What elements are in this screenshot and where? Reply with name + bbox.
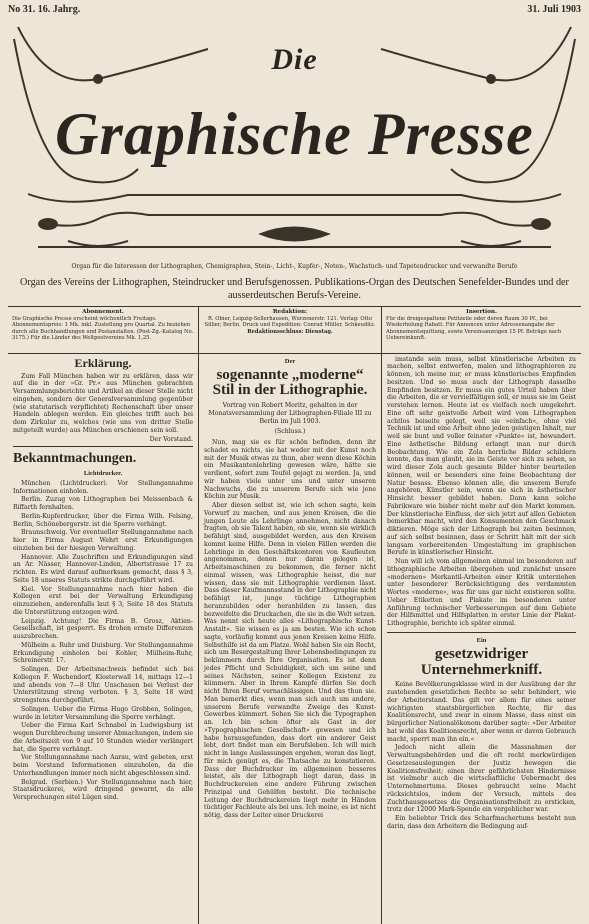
article-paragraph: Aber diesen selbst ist, wie ich schon sagte, kein Vorwurf zu machen, und aus jenen Kreisen, die die jungen Leute als Lehrlinge annehmen, nicht danach fragten, ob sie Talent haben, ob sie, wenn sie wirklich befähigt sind, ausgebildet werden, aus den Kreisen kommt keine Hilfe. Denn in vielen Fällen werden die Lehrlinge in den Geschäftskontoren von Kaufleuten angenommen, denen nur daran gelegen ist, Arbeitsmaschinen zu bekommen, die ferner nicht einmal wissen, was Lithographie heisst, die nur wissen, dass sie mit Lithographie verdienen lässt. Dass dieser Kaufmannsstand in der Lithographie nicht befähigt ist, junge tüchtige Lithographen heranzubilden oder heranbilden zu lassen, das bezweifelte die Druckachen, die sie in die Welt setzen. Was nennt sich heute alles »Lithographische Kunst-Anstalt«. Sie wissen es ja am besten. Wie ich schon sagte, vorläufig kommt aus jenen Kreisen keine Hilfe. Selbsthilfe ist da am Platze. Wohl haben Sie ein Recht, sich um Besergestaltung Ihrer Lebensbedingungen zu bekümmern durch Ihre Organisation. Es ist denn jedes Pflicht und Schuldigkeit, sich um seine und seines Nächsten, seiner Kollegen Existenz zu kümmern. Aber in Ihrem Kampfe dürfen Sie doch nicht Ihren Beruf vernachlässigen. Und das thun sie. Man bemerkt dies, wenn man sich auch um andere, unserem Berufe verwandte Zweige des Kunst-Gewerbes kümmert. Sehen Sie sich die Typographen an. Ich bin schon öfter als Gast in der »Typographischen Gesellschaft« gewesen und ich habe herausgefunden, dass dort ein anderer Geist lebt, dort findet man ein Berufsleben. Ich will mich nicht in lange Auslassungen ergehen, woran das liegt, für mich genügt es, die Thatsache zu konstatieren. Dass der Buchdrucker im allgemeinen besseres leistet, als der Lithograph liegt daran, dass in Buchdruckereien eine andere Führung zwischen Prinzipal und Gehülfen besteht. Die technische Leitung der Buchdruckereien liegt mehr in Händen tüchtiger Fachleute als bei uns. Ich meine, es ist nicht nötig, dass der Leiter einer Druckerei [204,502,376,820]
article-paragraph: imstande sein muss, selbst künstlerische Arbeiten zu machen, selbst entwerfen, malen und lithographieren zu können, ich meine nur, er muss künstlerisches Empfinden besitzen. Und so muss auch der Lithograph dasselbe Empfinden besitzen. Er muss ein gutes Urteil haben über die Arbeiten, die er vervielfältigen soll, er muss sie im Geist verstehen lernen. Heute ist es vielfach noch umgekehrt. Eine oft sehr geistvolle Arbeit wird vom Lithographen achtlos beiseite gelegt, weil sie »einfach«, ohne viel Technik ist und eine Arbeit ohne jeden geistigen Inhalt, nur weil sie bunt und voller feinster »Punkte« ist, bewundert. Eine ästhetische Bildung erlangt man nur durch Beobachtung. Wie ein Zola herrliche Bilder schildern konnte, das man glaubt, sie im Geiste vor sich zu sehen, so wird dieser Zola auch gesamte Bilder hinter beurteilen können, weil er besonders eine feine Beobachtung der Natur besass. Ebenso können alle, die unserem Berufe angehören, Künstler sein, wenn sie sich in ästhetischer Hinsicht besser gebildet haben. Dann kann solche Fabrikware wie bisher nicht mehr auf den Markt kommen. Der künstlerische Einfluss, der sich jetzt auf allen Gebieten bemerkbar macht, wird den Konsumenten den Geschmack diktieren. Möge sich der Lithograph bei zeiten besinnen, auf sich selbst besinnen, dass er Schritt hält mit der sich langsam vorbereitenden Umgestaltung im graphischen Berufe in künstlerischer Hinsicht. [387,355,576,557]
notice: Belgrad. (Serbien.) Vor Stellungannahme nach hier, Staatsdruckerei, wird dringend gewarnt, da alle Versprechungen eitel Lügen sind. [13,778,193,802]
article-paragraph: Nun, mag sie es für schön befinden, denn ihr schadet es nichts, sie hat weder mit der Kunst noch mit der Musik etwas zu thun, aber wenn diese Köchin ein Musikantenlehrling gewesen wäre, hätte sie verdient, sofort zum Teufel gejagt zu werden. Ja, und wir haben viele unter uns und unter unseren Nachwuchs, die zu unserem Berufe sich wie jene Köchin zur Musik. [204,439,376,501]
column-1 [8,354,199,924]
issue-line [8,4,581,17]
notice: Leipzig. Achtung! Die Firma B. Grosz, Aktien-Gesellschaft, ist gesperrt. Es drohen ernste Differenzen auszubrechen. [13,617,193,641]
notice: Mülheim a. Ruhr und Duisburg. Vor Stellungannahme Erkundigung einholen bei Kohler, Mülheim-Ruhr, Schreinerstr. 17. [13,641,193,665]
erklaerung-heading: Erklärung. [74,355,132,370]
redaktion-text: R. Obier, Leipzig-Sellerhausen, Wurzenerstr. 121. Verlag: Otto Sillier, Berlin. Druck und Expedition: Conrad Müller, Schkeuditz. [204,316,376,329]
redaktionsschluss: Redaktionsschluss: Dienstag. [247,328,333,335]
article2-title: gesetzwidriger Unternehmerkniff. [420,645,543,678]
redaktion-heading: Redaktion: [272,308,308,315]
abonnement-text: Die Graphische Presse erscheint wöchentlich Freitags. Abonnementspreis: 1 Mk. inkl. Zustellung pro Quartal. Zu beziehen durch alle Buchhandlungen und Postanstalten. (Post-Zg.-Katalog No. 3175.) Für die Länder des Weltpostvereins Mk. 1,25. [12,316,194,341]
notice: Hannover. Alle Zuschriften und Erkundigungen sind an Ar. Nässer, Hannover-Linden, Albertstrasse 17 zu richten. Es wird darauf aufmerksam gemacht, dass § 3, Seite 18 unseres Statuts strikte durchgeführt wird. [13,553,193,584]
insertion-box [382,307,581,353]
info-bar [8,307,581,354]
insertion-text: Für die dreigespaltene Petitzeile oder deren Raum 30 Pf., bei Wiederholung Rabatt. Für Annoncen unter Adressenangabe der Abonnementsquittung, sowie Vereinsanzeigen 15 Pf. Beträge nach Uebereinkunft. [386,316,562,341]
article2-ein: Ein [476,636,487,644]
lichtdrucker-subheading: Lichtdrucker. [83,469,123,477]
column-3 [382,354,581,924]
notice: Ueber die Firma Karl Schnabel in Ludwigsburg ist wegen Durchbrechung unserer Abmachungen, indem sie die Arbeitszeit von 9 auf 10 Stunden wieder verlängert hat, die Sperre verhängt. [13,722,193,753]
columns [8,354,581,924]
article-subtitle: Vortrag von Robert Moritz, gehalten in der Monatsversammlung der Lithographen-Filiale III zu Berlin im Juli 1903. [208,402,372,425]
notice: Berlin-Kupferdrucker, über die Firma Wilh. Felsing, Berlin, Schönebergerstr. ist die Sperre verhängt. [13,512,193,528]
insertion-heading: Insertion. [466,308,497,315]
divider [387,632,576,633]
abonnement-box [8,307,199,353]
bekanntmachungen-heading: Bekanntmachungen. [13,446,193,468]
masthead-die: Die [271,43,318,76]
abonnement-heading: Abonnement. [82,308,124,315]
notice: Berlin. Zuzug von Lithographen bei Meissenbach & Riffarth fernhalten. [13,496,193,512]
article-title: sogenannte „moderne“ Stil in der Lithographie. [212,366,368,399]
notice: Braunschweig. Vor eventueller Stellungannahme nach hier in Firma August Wehrt erst Erkundigungen einziehen bei der hiesigen Verwaltung. [13,529,193,552]
notice: München (Lichtdrucker). Vor Stellungannahme Informationen einholen. [13,479,193,495]
notice: Solingen. Der Arbeitsnachweis befindet sich bei Kollegen F. Wachendorf, Klosterwall 14, mittags 12—1 und abends von 7—8 Uhr. Unschauen bei Verlust der Unterstützung streng verboten. § 3, Seite 18 wird strengstens durchgeführt. [13,666,193,705]
notice: Solingen. Ueber die Firma Hugo Grobben, Solingen, wurde in letzter Versammlung die Sperre verhängt. [13,705,193,721]
article2-paragraph: Jedoch nicht allein die Massnahmen der Verwaltungsbehörden und die oft recht merkwürdigen Gesetzesauslegungen der Justiz bewegen die Koalitionsfreiheit; einen ihrer gefährlichsten Hindernisse ist vielmehr auch die wirtschaftliche Uebermacht des Unternehmertums. Dieses gebraucht seine Macht rücksichtslos, indem der Versuch, mittels des Zuchthausgesetzes die Organisationsfreiheit zu ersticken, trotz der 12000 Mark-Spende ein vergeblicher war. [387,744,576,814]
article2-paragraph: Keine Bevölkerungsklasse wird in der Ausübung der ihr zustehenden gesetzlichen Rechte so sehr behindert, wie der Arbeiterstand. Das gilt vor allem für eines seiner wichtigsten staatsbürgerlichen Rechte, für das Koalitionsrecht, und zwar in einem Masse, dass einst ein bürgerlicher Nationalökonom darüber sagte: »Der Arbeiter hat wohl das Koalitionsrecht, aber wenn er davon Gebrauch macht, sperrt man ihn ein.« [387,681,576,743]
issue-date: 31. Juli 1903 [527,4,581,15]
issue-number: No 31. 16. Jahrg. [8,4,81,15]
organ-line: Organ für die Interessen der Lithographen, Chemigraphen, Stein-, Licht-, Kupfer-, Noten-, Wachstuch- und Tapetendrucker und verwandte Berufe [71,263,518,270]
article-der: Der [284,357,296,365]
erklaerung-signature: Der Vorstand. [149,435,193,443]
notice: Vor Stellungannahme nach Aarau, wird gebeten, erst beim Vorstand Informationen einzuholen, da die Unterhandlungen immer noch nicht abgeschlossen sind. [13,754,193,777]
masthead [8,19,581,275]
organ-line-2: Organ des Vereins der Lithographen, Steindrucker und Berufsgenossen. Publikations-Organ des Deutschen Senefelder-Bundes und der ausserdeutschen Berufs-Vereine. [8,277,581,307]
redaktion-box [199,307,382,353]
article-paragraph: Nun will ich vom allgemeinen einmal im besonderen auf lithographische Arbeiten übergehen und zunächst unsere »modernen« Merkantil-Arbeiten einer Kritik unterziehen unter besonderer Berücksichtigung des verdammten Wortes »moderne«, was für uns gar nicht existieren sollte. Ueber Etiketten und Plakate im besonderen unter Anführung technischer Verbesserungen auf dem Gebiete der Hilfsmittel und Hilfsplatten in erster Linie der Plakat-Lithographie, berichte ich später einmal. [387,558,576,627]
article-schluss: (Schluss.) [274,428,306,436]
article2-paragraph: Ein beliebter Trick des Scharfmachertums besteht nun darin, dass den Arbeitern die Bedingung auf- [387,815,576,830]
masthead-title: Graphische Presse [55,101,534,167]
notice: Kiel. Vor Stellungannahme nach hier haben die Kollegen erst bei der Verwaltung Erkundigung einzuziehen, anderenfalls laut § 3, Seite 18 des Statuts die Unterstützung entzogen wird. [13,585,193,616]
erklaerung-text: Zum Fall München haben wir zu erklären, dass wir auf die in der »Gr. Pr.« aus München gebrachten Versammlungsberichte und Artikel an dieser Stelle nicht eingehen, sondern der Generalversammlung gegenüber (wie statutarisch verpflichtet) Rechenschaft über unser Handeln ablegen werden. Ein gleiches trifft auch bei dem Zirkular zu, welches (wie uns von dritter Stelle mitgeteilt wurde) aus München erschienen sein soll. [13,372,193,434]
column-2 [199,354,382,924]
